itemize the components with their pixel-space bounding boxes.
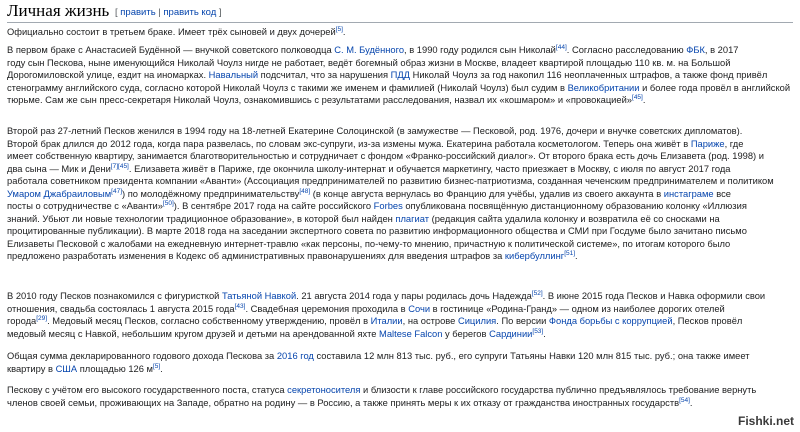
text-run: В первом браке с Анастасией Будённой — внучкой советского полководца: [7, 45, 335, 55]
link-instagram[interactable]: инстаграме: [663, 188, 714, 199]
text-line: [7, 57, 795, 70]
citation-link[interactable]: [5]: [152, 362, 161, 370]
text-line: [7, 290, 795, 303]
text-line: [7, 163, 795, 176]
text-run: процитированные публикации). В марте 2018 года на заседании экспертного совета по развитию информационного общества и СМИ при Госдуме было зачитано письмо: [7, 226, 747, 236]
text-run: . По версии: [496, 316, 549, 326]
text-run: отношения, свадьба состоялась 1 августа 2015 года: [7, 303, 235, 314]
edit-code-link[interactable]: править код: [163, 7, 217, 18]
text-run: (в конце августа вернулась во Францию для учёбы, удалив из своего аккаунта в: [310, 188, 664, 199]
paragraph-2: [7, 44, 795, 107]
text-run: квартиру в: [7, 363, 56, 374]
link-fbk-full[interactable]: Фонда борьбы с коррупцией: [548, 316, 673, 326]
text-run: .: [342, 27, 346, 37]
text-run: Николай Чоулз за год накопил 116 неоплаченных штрафов, а также фонд привёл: [409, 70, 768, 80]
text-line: [7, 175, 795, 188]
text-run: Второй раз 27-летний Песков женился в 1994 году на 18-летней Екатерине Солоцинской (в замужестве — Песковой, род. 1976, дочери и внучке советских дипломатов).: [7, 126, 743, 136]
text-run: В 2010 году Песков познакомился с фигуристкой: [7, 291, 222, 301]
link-uk[interactable]: Великобритании: [567, 82, 640, 93]
text-run: . Согласно расследованию: [566, 45, 687, 55]
text-line: [7, 26, 795, 39]
text-line: [7, 315, 795, 328]
text-run: .: [642, 95, 646, 105]
citation-link[interactable]: [43]: [234, 302, 246, 310]
citation-link[interactable]: [52]: [531, 289, 543, 297]
text-line: [7, 225, 795, 238]
paragraph-6: [7, 384, 795, 409]
text-run: .: [575, 251, 578, 261]
paragraph-4: [7, 290, 795, 340]
link-dzhabrailov[interactable]: Умаром Джабраиловым: [7, 188, 112, 199]
text-line: [7, 238, 795, 251]
text-run: , в 2017: [704, 45, 739, 55]
link-paris[interactable]: Париже: [690, 138, 725, 149]
citation-link[interactable]: [53]: [532, 327, 544, 335]
text-line: [7, 303, 795, 316]
link-navalny[interactable]: Навальный: [208, 70, 259, 80]
text-run: Дорогомиловской улице, ездит на иномарках.: [7, 70, 209, 80]
text-run: , на острове: [402, 316, 458, 326]
text-line: [7, 150, 795, 163]
text-line: [7, 138, 795, 151]
citation-link[interactable]: [44]: [555, 43, 567, 51]
text-line: [7, 200, 795, 213]
text-run: . Свадебная церемония проходила в: [245, 303, 409, 314]
text-line: [7, 363, 795, 376]
link-secret-carrier[interactable]: секретоносителя: [287, 385, 361, 395]
text-run: два сына — Мик и Дени: [7, 163, 111, 174]
text-run: площадью 126 м: [77, 363, 153, 374]
text-run: . 21 августа 2014 года у пары родилась дочь Надежда: [296, 291, 532, 301]
paragraph-1: [7, 26, 795, 39]
text-run: Пескову с учётом его высокого государственного поста, статуса: [7, 385, 288, 395]
text-run: Общая сумма декларированного годового дохода Пескова за: [7, 351, 277, 361]
text-run: у берегов: [442, 328, 490, 339]
text-line: [7, 397, 795, 410]
text-line: [7, 188, 795, 201]
text-run: .: [689, 397, 693, 408]
text-run: предложено разработать изменения в Кодекс об административных правонарушениях для введения штрафов за: [7, 251, 505, 261]
text-run: в гостинице «Родина-Гранд» — одном из наиболее дорогих отелей: [430, 303, 725, 314]
edit-bracket-open: [: [115, 7, 121, 18]
text-run: и более года провёл в английской: [639, 82, 791, 93]
text-run: подсчитал, что за нарушения: [258, 70, 391, 80]
link-pdd[interactable]: ПДД: [390, 70, 410, 80]
text-line: [7, 69, 795, 82]
text-run: ) по молодёжному предпринимательству: [122, 188, 300, 199]
citation-link[interactable]: [7][45]: [110, 162, 129, 170]
text-line: [7, 82, 795, 95]
text-run: работала советником президента компании «Аванти» (Ассоциация предпринимателей по развитию бизнес-патриотизма, созданная чеченским предпринимателем и политиком: [7, 176, 774, 186]
text-run: , Песков провёл: [672, 316, 743, 326]
text-run: Второй брак длился до 2012 года, когда пара развелась, по словам экс-супруги, из-за измены мужа. Екатерина работала косметологом. Теперь она живёт в: [7, 138, 691, 149]
text-line: [7, 350, 795, 363]
text-run: Официально состоит в третьем браке. Имеет трёх сыновей и двух дочерей: [7, 27, 336, 37]
citation-link[interactable]: [5]: [335, 25, 343, 33]
text-run: . Елизавета живёт в Париже, где окончила школу-интернат и обучается маркетингу, часто приезжает в Москву, с июля по август 2017 года: [128, 163, 731, 174]
text-line: [7, 213, 795, 226]
edit-separator: |: [155, 7, 164, 18]
text-line: [7, 384, 795, 397]
citation-link[interactable]: [45]: [632, 93, 643, 101]
link-sardinia[interactable]: Сардинии: [489, 328, 533, 339]
text-run: медовый месяц с Навкой, небольшим кругом друзей и детьми на арендованной яхте: [7, 328, 380, 339]
link-forbes[interactable]: Forbes: [373, 201, 403, 211]
text-run: Елизаветы Песковой с жалобами на ежедневную интернет-травлю «как персоны, по-чему-то мнению, причастную к политической системе», по итогам которого было: [7, 238, 731, 249]
section-title: Личная жизнь: [7, 1, 110, 20]
link-sicily[interactable]: Сицилия: [457, 316, 497, 326]
text-run: . Медовый месяц Песков, согласно собственному утверждению, провёл в: [47, 316, 371, 326]
text-run: тюрьме. Сам же сын пресс-секретаря Николай Чоулз, ознакомившись с результатами расследования, назвал их «кошмаром» и «провокацией»: [7, 95, 633, 105]
citation-link[interactable]: [51]: [564, 249, 576, 257]
text-line: [7, 125, 795, 138]
text-run: города: [7, 316, 37, 326]
text-line: [7, 328, 795, 341]
citation-link[interactable]: [54]: [679, 396, 690, 404]
text-run: все: [713, 188, 731, 199]
citation-link[interactable]: [48]: [299, 187, 311, 195]
paragraph-3: [7, 125, 795, 263]
link-cyberbullying[interactable]: кибербуллинг: [504, 251, 565, 261]
link-italy[interactable]: Италии: [370, 316, 403, 326]
text-run: ). В сентябре 2017 года на сайте российского: [173, 201, 374, 211]
text-run: посты о сотрудничестве с «Аванти»: [7, 201, 163, 211]
text-run: и близости к главе российского государства публично предъявлялось требование вернуть: [360, 385, 757, 395]
link-sochi[interactable]: Сочи: [408, 303, 431, 314]
text-run: . В июне 2015 года Песков и Навка оформили свои: [542, 291, 766, 301]
edit-link[interactable]: править: [120, 7, 156, 18]
link-2016[interactable]: 2016 год: [276, 351, 314, 361]
text-run: членов своей семьи, проживающих на Западе, обратно на родину — в Россию, а также принять меры к их отказу от гражданства иностранных государств: [7, 397, 680, 408]
paragraph-5: [7, 350, 795, 375]
link-budyonny[interactable]: С. М. Будённого: [334, 45, 405, 55]
text-run: , в 1990 году родился сын Николай: [404, 45, 556, 55]
text-run: , где: [724, 138, 744, 149]
text-line: [7, 44, 795, 57]
text-run: составила 12 млн 813 тыс. руб., его супруги Татьяны Навки 120 млн 815 тыс. руб.; она также имеет: [313, 351, 750, 361]
link-plagiat[interactable]: плагиат: [395, 213, 430, 224]
link-navka[interactable]: Татьяной Навкой: [221, 291, 297, 301]
link-maltese-falcon[interactable]: Maltese Falcon: [379, 328, 443, 339]
section-header: [7, 0, 793, 23]
text-run: (редакция сайта удалила колонку и возвратила её со сносками на: [429, 213, 720, 224]
link-fbk[interactable]: ФБК: [686, 45, 705, 55]
text-line: [7, 250, 795, 263]
text-run: имеет собственную квартиру, занимается благотворительностью и сотрудничает с фондом «Франко-российский диалог». От второго брака есть дочь Елизавета (род. 1998) и: [7, 151, 764, 161]
citation-link[interactable]: [29]: [36, 314, 48, 322]
text-run: стенограмму английского суда, согласно которой Николай Чоулз с такими же именем и фамилией (Николай Чоулз) был судим в: [7, 82, 568, 93]
watermark: Fishki.net: [737, 414, 794, 428]
text-run: .: [160, 363, 163, 374]
text-run: знаний. Убьют ли новые технологии традиционное образование», в которой был найден: [7, 213, 396, 224]
text-run: .: [543, 328, 546, 339]
edit-links: [115, 7, 222, 18]
text-run: году сын Пескова, ныне именующийся Николай Чоулз нигде не работает, ведёт богемный образ жизни в Москве, владеет квартирой площадью 110 кв. м. на Большой: [7, 57, 731, 68]
citation-link[interactable]: [47]: [111, 187, 122, 195]
text-run: опубликована посвящённую дистанционному образованию колонку «Иллюзия: [402, 201, 747, 211]
edit-bracket-close: ]: [216, 7, 222, 18]
link-usa[interactable]: США: [55, 363, 78, 374]
citation-link[interactable]: [50]: [162, 199, 174, 207]
text-line: [7, 94, 795, 107]
